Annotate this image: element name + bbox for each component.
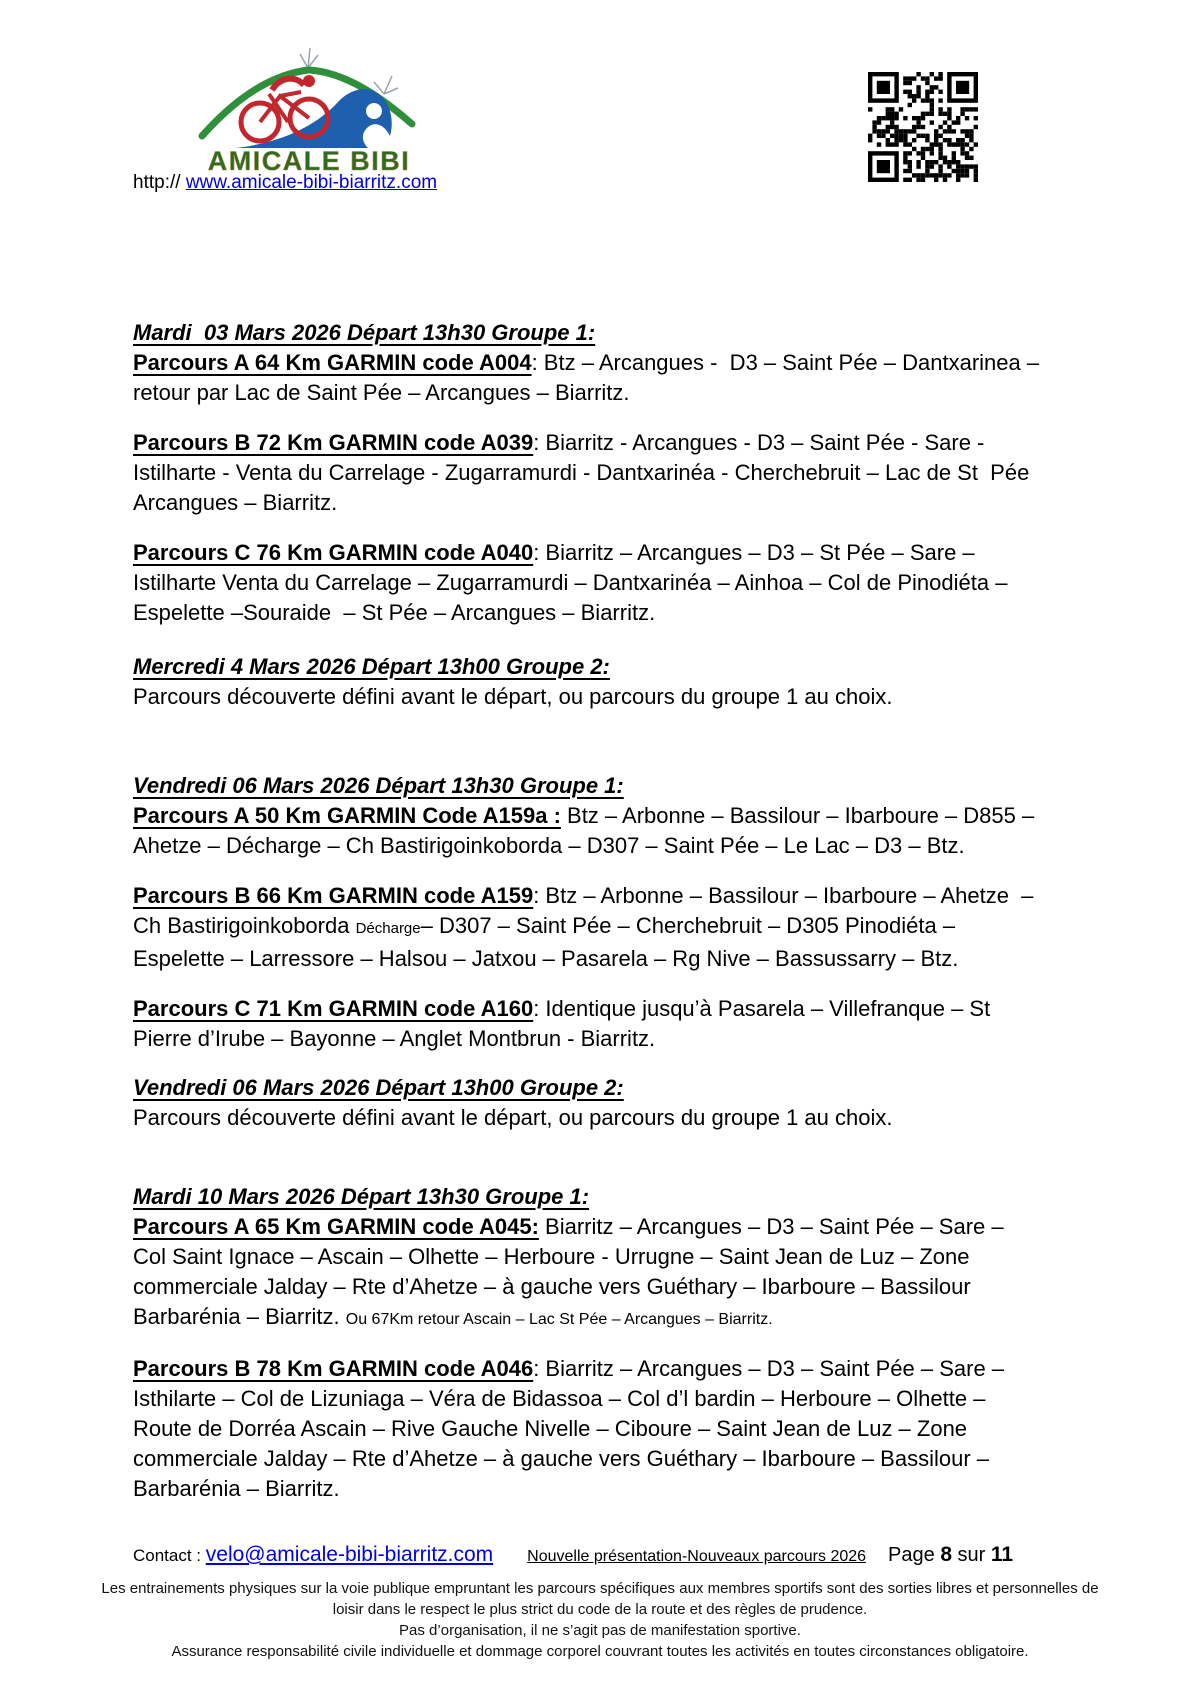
footer-legal xyxy=(95,1578,1105,1662)
route-label: Parcours B 78 Km GARMIN code A046 xyxy=(133,1356,534,1381)
section-heading: Mercredi 4 Mars 2026 Départ 13h00 Groupe 2: xyxy=(133,654,610,679)
club-logo-icon xyxy=(188,42,428,176)
route-label: Parcours A 64 Km GARMIN code A004 xyxy=(133,350,532,375)
section-heading: Mardi 10 Mars 2026 Départ 13h30 Groupe 1: xyxy=(133,1184,590,1209)
schedule-content xyxy=(133,318,1046,1504)
legal-line: Pas d’organisation, il ne s’agit pas de manifestation sportive. xyxy=(399,1622,801,1639)
page-total: 11 xyxy=(990,1543,1014,1566)
route-entry xyxy=(133,881,1040,974)
legal-line: Assurance responsabilité civile individuelle et dommage corporel couvrant toutes les activités en toutes circonstances obligatoire. xyxy=(171,1643,1029,1660)
route-text: – D307 – Saint Pée – Cherchebruit – D305 Pinodiéta – Espelette – Larressore – Halsou – Jatxou – Pasarela – Rg Nive – Bassussarry – Btz. xyxy=(133,913,962,971)
footer-contact-row xyxy=(133,1543,1123,1567)
route-text-small: Ou 67Km retour Ascain – Lac St Pée – Arcangues – Biarritz. xyxy=(345,1311,773,1328)
route-note: Parcours découverte défini avant le départ, ou parcours du groupe 1 au choix. xyxy=(133,684,893,709)
route-label: Parcours B 72 Km GARMIN code A039 xyxy=(133,430,534,455)
club-logo-text: AMICALE BIBI xyxy=(207,146,411,176)
route-entry xyxy=(133,348,1046,408)
route-note: Parcours découverte défini avant le départ, ou parcours du groupe 1 au choix. xyxy=(133,1105,893,1130)
route-entry xyxy=(133,1354,1040,1504)
route-label: Parcours C 76 Km GARMIN code A040 xyxy=(133,540,534,565)
route-label: Parcours B 66 Km GARMIN code A159 xyxy=(133,883,534,908)
url-prefix: http:// xyxy=(133,172,186,193)
route-entry xyxy=(133,801,1040,861)
route-text-small: Décharge xyxy=(355,920,421,937)
page-number: 8 xyxy=(940,1543,952,1566)
route-text: : Btz – Arcangues - D3 – Saint Pée – Dantxarinea – retour par Lac de Saint Pée – Arcangues – Biarritz. xyxy=(133,350,1046,405)
website-link[interactable]: www.amicale-bibi-biarritz.com xyxy=(185,172,438,193)
route-text: Btz – Arbonne – Bassilour – Ibarboure – D855 – Ahetze – Décharge – Ch Bastirigoinkoborda – D307 – Saint Pée – Le Lac – D3 – Btz. xyxy=(133,803,1040,858)
route-label: Parcours C 71 Km GARMIN code A160 xyxy=(133,996,534,1021)
route-label: Parcours A 50 Km GARMIN Code A159a : xyxy=(133,803,561,828)
contact-email-link[interactable]: velo@amicale-bibi-biarritz.com xyxy=(205,1543,494,1566)
page-indicator: Page 8 sur 11 xyxy=(888,1543,1014,1566)
footer-subtitle: Nouvelle présentation-Nouveaux parcours 2026 xyxy=(527,1548,867,1565)
route-text: : Biarritz – Arcangues – D3 – Saint Pée – Sare – Isthilarte – Col de Lizuniaga – Véra de Bidassoa – Col d’l bardin – Herboure – Olhette – Route de Dorréa Ascain – Rive Gauche Nivelle – Ciboure – Saint Jean de Luz – Zone commerciale Jalday – Rte d’Ahetze – à gauche vers Guéthary – Ibarboure – Bassilour – Barbarénia – Biarritz. xyxy=(133,1356,1011,1501)
route-text: : Biarritz – Arcangues – D3 – St Pée – Sare – Istilharte Venta du Carrelage – Zugarramurdi – Dantxarinéa – Ainhoa – Col de Pinodiéta – Espelette –Souraide – St Pée – Arcangues – Biarritz. xyxy=(133,540,1014,625)
route-entry xyxy=(133,428,1040,518)
section-heading: Vendredi 06 Mars 2026 Départ 13h00 Groupe 2: xyxy=(133,1075,624,1100)
route-text: : Identique jusqu’à Pasarela – Villefranque – St Pierre d’Irube – Bayonne – Anglet Montbrun - Biarritz. xyxy=(133,996,997,1051)
route-entry xyxy=(133,1212,1040,1335)
route-text: Biarritz – Arcangues – D3 – Saint Pée – Sare – Col Saint Ignace – Ascain – Olhette – Herboure - Urrugne – Saint Jean de Luz – Zone commerciale Jalday – Rte d’Ahetze – à gauche vers Guéthary – Ibarboure – Bassilour Barbarénia – Biarritz. xyxy=(133,1214,1010,1329)
route-entry xyxy=(133,994,1040,1054)
website-url-line xyxy=(133,172,437,194)
section-heading: Mardi 03 Mars 2026 Départ 13h30 Groupe 1: xyxy=(133,320,596,345)
qr-code-icon xyxy=(868,72,978,182)
route-text: : Biarritz - Arcangues - D3 – Saint Pée - Sare - Istilharte - Venta du Carrelage - Zugarramurdi - Dantxarinéa - Cherchebruit – Lac de St Pée Arcangues – Biarritz. xyxy=(133,430,1035,515)
route-text: : Btz – Arbonne – Bassilour – Ibarboure – Ahetze – Ch Bastirigoinkoborda xyxy=(133,883,1040,938)
contact-label: Contact : xyxy=(133,1546,206,1565)
route-label: Parcours A 65 Km GARMIN code A045: xyxy=(133,1214,539,1239)
legal-line: Les entrainements physiques sur la voie publique empruntant les parcours spécifiques aux membres sportifs sont des sorties libres et personnelles de loisir dans le respect le plus strict du code de la route et des règles de prudence. xyxy=(101,1580,1099,1618)
section-heading: Vendredi 06 Mars 2026 Départ 13h30 Groupe 1: xyxy=(133,773,624,798)
route-entry xyxy=(133,538,1040,628)
